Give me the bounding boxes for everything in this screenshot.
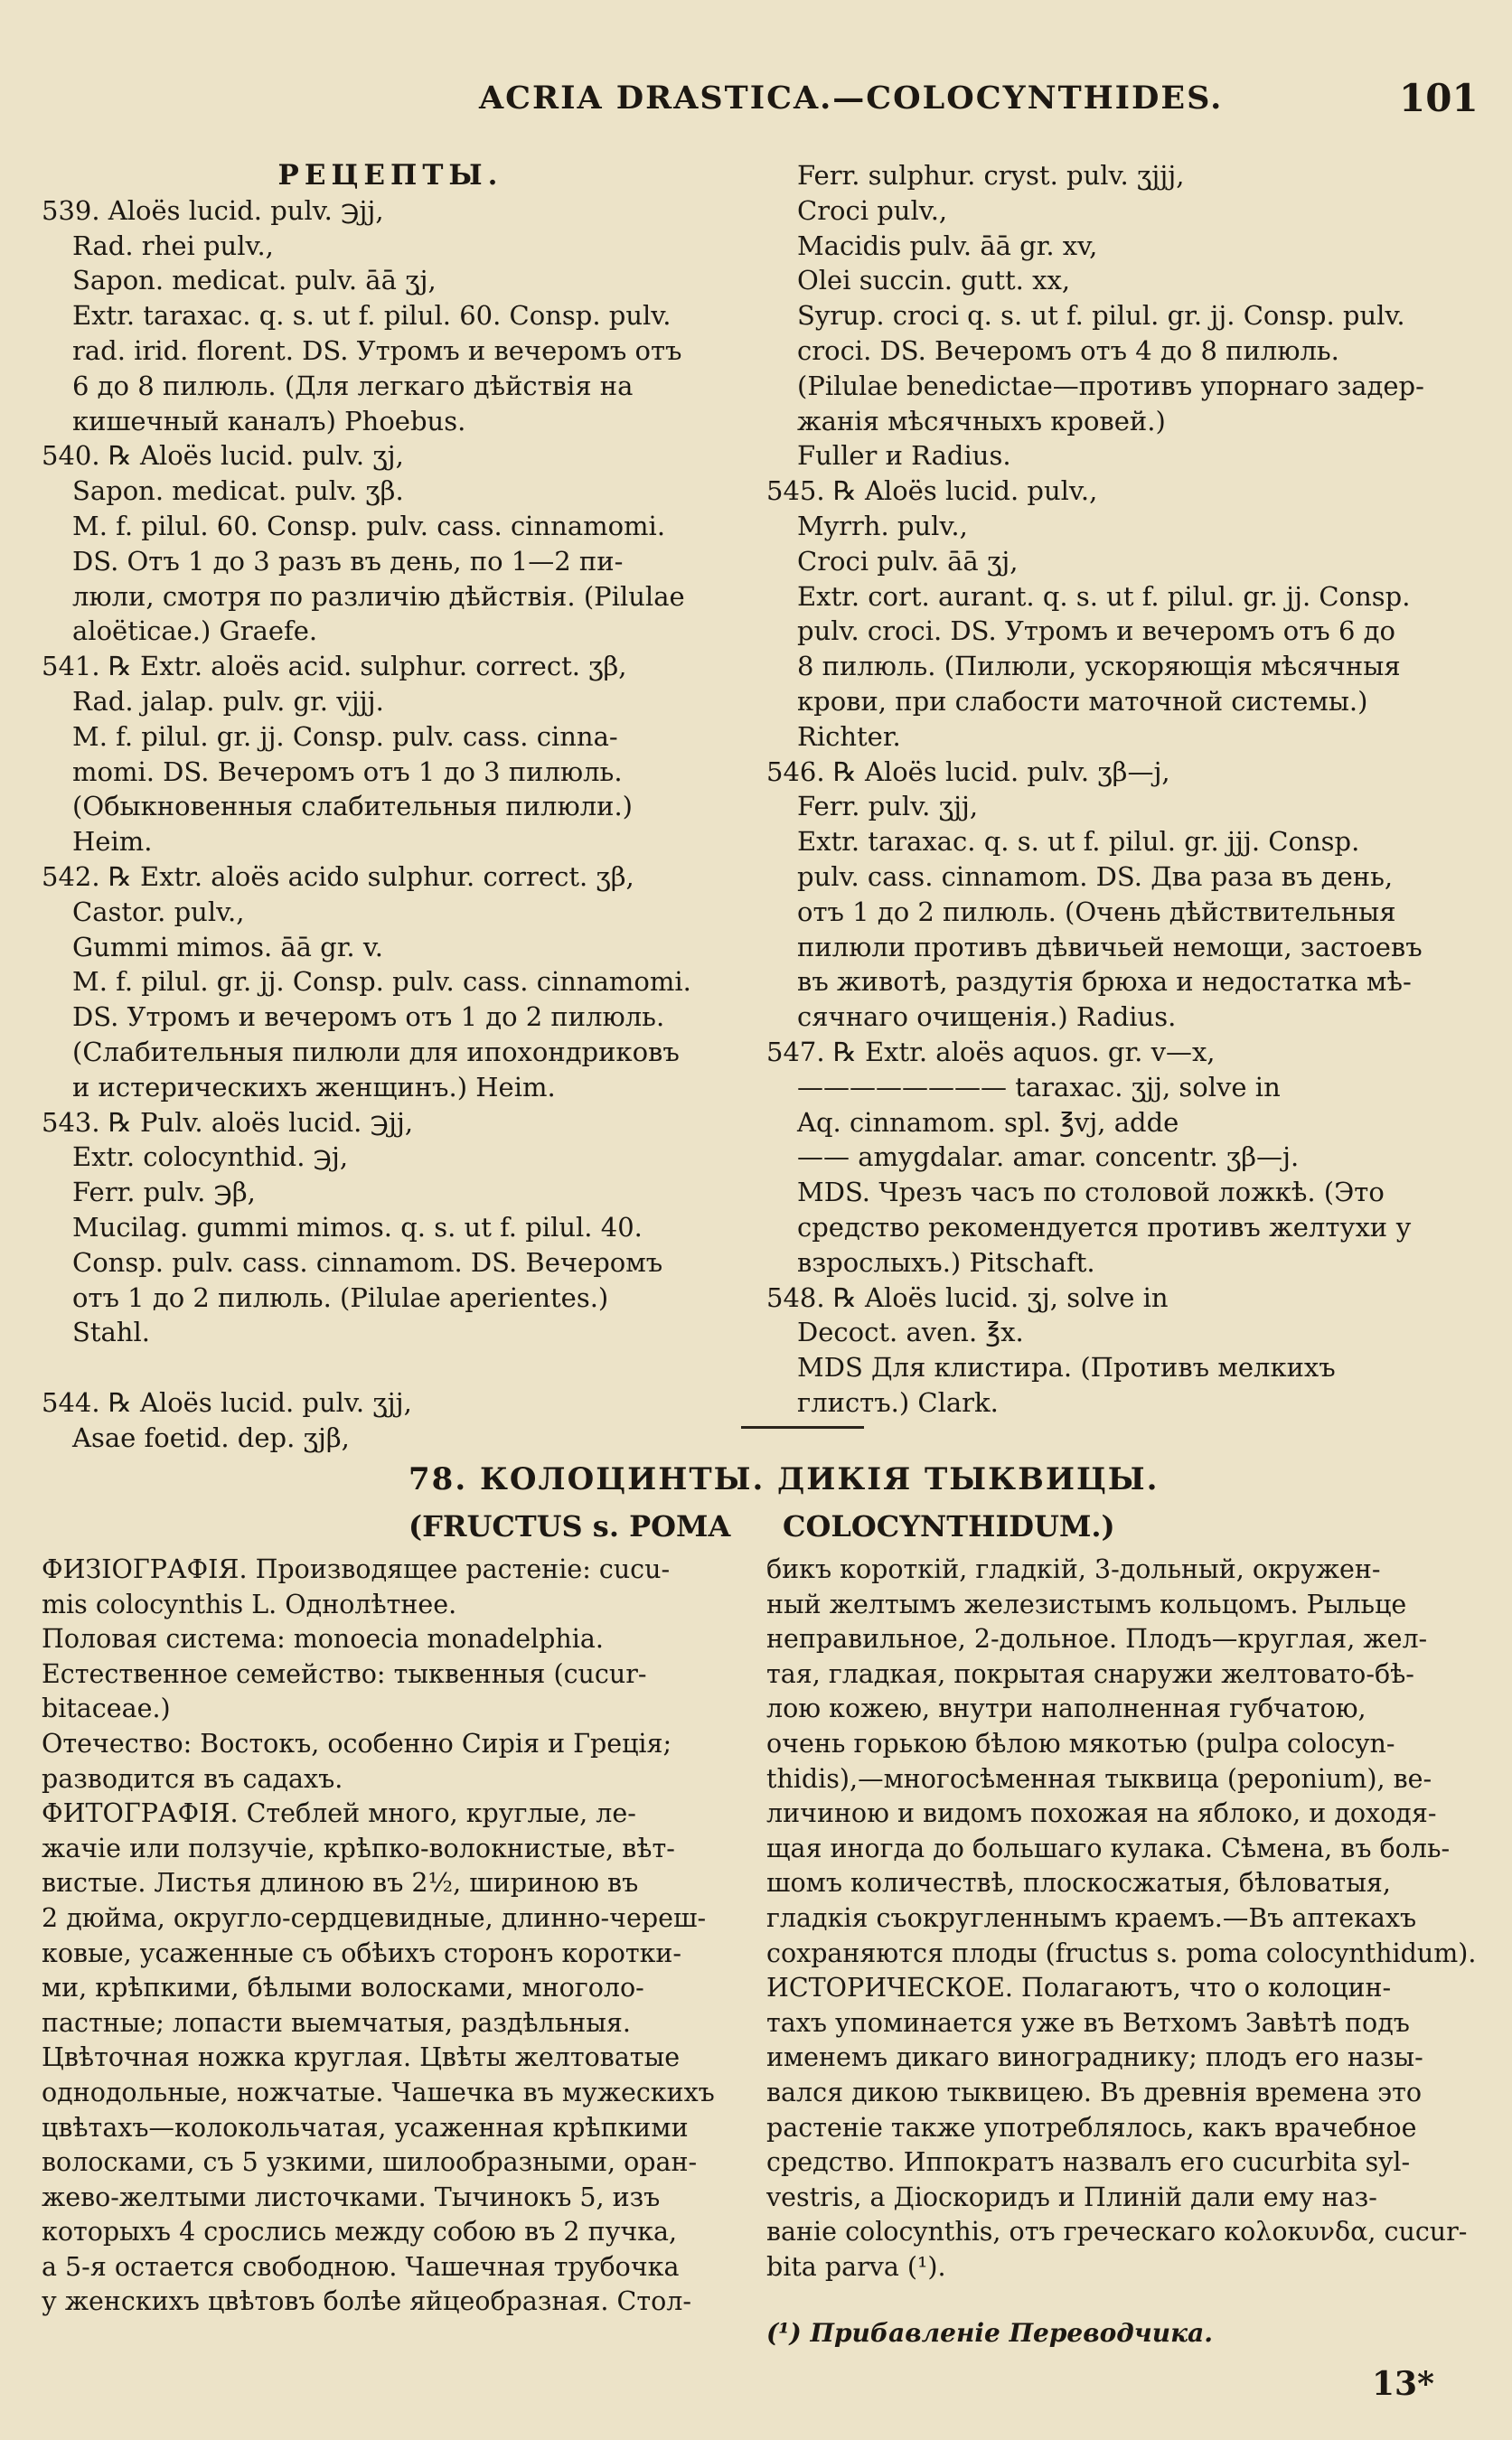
text-line: тахъ упоминается уже въ Ветхомъ Завѣтѣ подъ [766, 2007, 1410, 2038]
text-line: MDS. Чрезъ часъ по столовой ложкѣ. (Это [797, 1177, 1385, 1208]
text-line: DS. Отъ 1 до 3 разъ въ день, по 1—2 пи- [72, 545, 624, 577]
text-line: Цвѣточная ножка круглая. Цвѣты желтоватые [42, 2042, 681, 2073]
text-line: которыхъ 4 срослись между собою въ 2 пучка, [42, 2217, 678, 2248]
text-line: 547. ℞ Extr. aloës aquos. gr. v—x, [766, 1036, 1216, 1067]
text-line: ИСТОРИЧЕСКОЕ. Полагаютъ, что о колоцин- [766, 1973, 1392, 2004]
text-line: Castor. pulv., [72, 896, 245, 927]
text-line: 540. ℞ Aloës lucid. pulv. ʒj, [42, 440, 404, 472]
section-latin-right: COLOCYNTHIDUM.) [783, 1509, 1115, 1544]
text-line: именемъ дикаго винограднику; плодъ его назы- [766, 2042, 1423, 2073]
section-latin-left: (FRUCTUS s. POMA [409, 1509, 731, 1544]
text-line: pulv. cass. cinnamom. DS. Два раза въ день, [797, 860, 1394, 892]
text-line: Asae foetid. dep. ʒjβ, [72, 1422, 350, 1453]
text-line: жачіе или ползучіе, крѣпко-волокнистые, вѣт- [42, 1833, 675, 1863]
text-line: Половая система: monoecia monadelphia. [42, 1624, 604, 1655]
text-line: pulv. croci. DS. Утромъ и вечеромъ отъ 6 до [797, 615, 1395, 647]
text-line: M. f. pilul. gr. jj. Consp. pulv. cass. cinna- [72, 720, 618, 752]
section-heading-left: 78. КОЛОЦИНТЫ. [409, 1461, 765, 1497]
text-line: Stahl. [72, 1317, 150, 1348]
text-line: 543. ℞ Pulv. aloës lucid. ℈jj, [42, 1106, 414, 1138]
text-line: цвѣтахъ—колокольчатая, усаженная крѣпкими [42, 2112, 689, 2143]
text-line: (Обыкновенныя слабительныя пилюли.) [72, 791, 633, 822]
text-line: пилюли противъ дѣвичьей немощи, застоевъ [797, 931, 1423, 962]
text-line: вистые. Листья длиною въ 2½, шириною въ [42, 1868, 639, 1899]
text-line: M. f. pilul. gr. jj. Consp. pulv. cass. cinnamomi. [72, 966, 691, 998]
text-line: Consp. pulv. cass. cinnamom. DS. Вечеромъ [72, 1246, 663, 1278]
text-line: Gummi mimos. āā gr. v. [72, 931, 384, 962]
text-line: 544. ℞ Aloës lucid. pulv. ʒjj, [42, 1386, 412, 1418]
text-line: ковые, усаженные съ обѣихъ сторонъ коротки- [42, 1938, 682, 1968]
text-line: Extr. taraxac. q. s. ut f. pilul. 60. Consp. pulv. [72, 300, 671, 332]
text-line: ФИТОГРАФІЯ. Стеблей много, круглые, ле- [42, 1798, 636, 1829]
text-line: вался дикою тыквицею. Въ древнія времена это [766, 2077, 1423, 2107]
text-line: лою кожею, внутри наполненная губчатою, [766, 1694, 1366, 1724]
text-line: Ferr. sulphur. cryst. pulv. ʒjjj, [797, 160, 1185, 191]
text-line: гладкія съокругленнымъ краемъ.—Въ аптекахъ [766, 1902, 1417, 1933]
text-line: M. f. pilul. 60. Consp. pulv. cass. cinnamomi. [72, 510, 666, 541]
text-line: 545. ℞ Aloës lucid. pulv., [766, 475, 1098, 507]
description-left-column [42, 1553, 741, 2320]
text-line: разводится въ садахъ. [42, 1763, 343, 1794]
text-line: Croci pulv., [797, 194, 948, 226]
text-line: 8 пилюль. (Пилюли, ускоряющія мѣсячныя [797, 651, 1401, 682]
text-line: Macidis pulv. āā gr. xv, [797, 230, 1098, 261]
recipes-left-column [42, 158, 739, 1455]
text-line: Syrup. croci q. s. ut f. pilul. gr. jj. Consp. pulv. [797, 300, 1405, 332]
signature-mark: 13* [1372, 2365, 1434, 2403]
text-line: волосками, съ 5 узкими, шилообразными, оран- [42, 2147, 698, 2178]
recipes-left-lines [42, 193, 739, 1456]
text-line: Rad. jalap. pulv. gr. vjjj. [72, 685, 384, 717]
text-line: люли, смотря по различію дѣйствія. (Pilulae [72, 580, 685, 612]
text-line: Heim. [72, 826, 153, 858]
text-line: Естественное семейство: тыквенныя (cucur- [42, 1658, 647, 1689]
text-line: rad. irid. florent. DS. Утромъ и вечеромъ отъ [72, 334, 682, 366]
text-line: 546. ℞ Aloës lucid. pulv. ʒβ—j, [766, 755, 1170, 787]
text-line: Extr. taraxac. q. s. ut f. pilul. gr. jjj. Consp. [797, 826, 1360, 858]
section-divider [741, 1426, 864, 1429]
text-line: крови, при слабости маточной системы.) [797, 685, 1368, 717]
text-line: bitaceae.) [42, 1694, 171, 1724]
text-line: сохраняются плоды (fructus s. poma colocynthidum). [766, 1938, 1477, 1968]
text-line: Richter. [797, 720, 901, 752]
text-line: bita parva (¹). [766, 2251, 946, 2282]
text-line: Mucilag. gummi mimos. q. s. ut f. pilul. 40. [72, 1211, 643, 1243]
text-line: MDS Для клистира. (Противъ мелкихъ [797, 1352, 1336, 1384]
text-line: ми, крѣпкими, бѣлыми волосками, многоло- [42, 1973, 644, 2004]
section-heading-right: ДИКІЯ ТЫКВИЦЫ. [777, 1461, 1160, 1497]
text-line: глистъ.) Clark. [797, 1386, 999, 1418]
text-line: кишечный каналъ) Phoebus. [72, 405, 466, 436]
text-line: отъ 1 до 2 пилюль. (Pilulae aperientes.) [72, 1281, 609, 1313]
text-line: жево-желтыми листочками. Тычинокъ 5, изъ [42, 2182, 661, 2212]
text-line: бикъ короткій, гладкій, 3-дольный, окружен- [766, 1554, 1381, 1584]
text-line: Fuller и Radius. [797, 440, 1011, 472]
text-line: въ животѣ, раздутія брюха и недостатка мѣ- [797, 966, 1412, 998]
text-line: thidis),—многосѣменная тыквица (peponium), ве- [766, 1763, 1432, 1794]
text-line: личиною и видомъ похожая на яблоко, и доходя- [766, 1798, 1437, 1829]
text-line: Sapon. medicat. pulv. ʒβ. [72, 475, 404, 507]
text-line: и истерическихъ женщинъ.) Heim. [72, 1071, 556, 1103]
text-line: ———————— taraxac. ʒjj, solve in [797, 1071, 1281, 1103]
text-line: сячнаго очищенія.) Radius. [797, 1001, 1177, 1033]
description-right-column [766, 1553, 1489, 2285]
text-line: (Pilulae benedictae—противъ упорнаго задер- [797, 370, 1424, 401]
text-line: Rad. rhei pulv., [72, 230, 274, 261]
text-line: ваніе colocynthis, отъ греческаго κολοκυνδα, cucur- [766, 2217, 1468, 2248]
text-line: средство рекомендуется противъ желтухи у [797, 1211, 1412, 1243]
text-line: Olei succin. gutt. xx, [797, 265, 1071, 296]
recipes-title: РЕЦЕПТЫ. [277, 159, 503, 192]
text-line: aloëticae.) Graefe. [72, 615, 318, 647]
text-line: неправильное, 2-дольное. Плодъ—круглая, жел- [766, 1624, 1428, 1655]
text-line: взрослыхъ.) Pitschaft. [797, 1246, 1095, 1278]
text-line [42, 1350, 739, 1385]
text-line: Aq. cinnamom. spl. ℥vj, adde [797, 1106, 1179, 1138]
text-line: Ferr. pulv. ʒjj, [797, 791, 979, 822]
text-line: Myrrh. pulv., [797, 510, 968, 541]
text-line: растеніе также употреблялось, какъ врачебное [766, 2112, 1417, 2143]
text-line: Extr. colocynthid. ℈j, [72, 1141, 349, 1173]
footnote: (¹) Прибавленіе Переводчика. [766, 2318, 1213, 2348]
text-line: croci. DS. Вечеромъ отъ 4 до 8 пилюль. [797, 334, 1339, 366]
text-line: 539. Aloës lucid. pulv. ℈jj, [42, 194, 384, 226]
text-line: очень горькою бѣлою мякотью (pulpa colocyn- [766, 1728, 1395, 1759]
text-line: (Слабительныя пилюли для ипохондриковъ [72, 1036, 680, 1067]
text-line: а 5-я остается свободною. Чашечная трубочка [42, 2251, 680, 2282]
text-line: vestris, а Діоскоридъ и Плиній дали ему наз- [766, 2182, 1377, 2212]
text-line: —— amygdalar. amar. concentr. ʒβ—j. [797, 1141, 1300, 1173]
text-line: 542. ℞ Extr. aloës acido sulphur. correct. ʒβ, [42, 860, 634, 892]
running-title: ACRIA DRASTICA.—COLOCYNTHIDES. [479, 80, 1224, 117]
text-line: жанія мѣсячныхъ кровей.) [797, 405, 1166, 436]
text-line: Croci pulv. āā ʒj, [797, 545, 1019, 577]
text-line: Decoct. aven. ℥x. [797, 1317, 1024, 1348]
text-line: средство. Иппократъ назвалъ его cucurbita syl- [766, 2147, 1411, 2178]
text-line: DS. Утромъ и вечеромъ отъ 1 до 2 пилюль. [72, 1001, 665, 1033]
text-line: 2 дюйма, округло-сердцевидные, длинно-череш- [42, 1902, 707, 1933]
text-line: ный желтымъ железистымъ кольцомъ. Рыльце [766, 1589, 1407, 1619]
text-line: щая иногда до большаго кулака. Сѣмена, въ боль- [766, 1833, 1451, 1863]
text-line: Sapon. medicat. pulv. āā ʒj, [72, 265, 437, 296]
text-line: Extr. cort. aurant. q. s. ut f. pilul. gr. jj. Consp. [797, 580, 1411, 612]
text-line: шомъ количествѣ, плоскосжатыя, бѣловатыя, [766, 1868, 1391, 1899]
text-line: тая, гладкая, покрытая снаружи желтовато-бѣ- [766, 1658, 1414, 1689]
text-line: momi. DS. Вечеромъ отъ 1 до 3 пилюль. [72, 755, 623, 787]
text-line: mis colocynthis L. Однолѣтнее. [42, 1589, 457, 1619]
text-line: Ferr. pulv. ℈β, [72, 1177, 256, 1208]
text-line: 541. ℞ Extr. aloës acid. sulphur. correct. ʒβ, [42, 651, 627, 682]
text-line: Отечество: Востокъ, особенно Сирія и Греція; [42, 1728, 672, 1759]
page-number: 101 [1399, 76, 1479, 120]
text-line: однодольные, ножчатые. Чашечка въ мужескихъ [42, 2077, 715, 2107]
text-line: 6 до 8 пилюль. (Для легкаго дѣйствія на [72, 370, 634, 401]
text-line: пастные; лопасти выемчатыя, раздѣльныя. [42, 2007, 631, 2038]
text-line: ФИЗІОГРАФІЯ. Производящее растеніе: cucu- [42, 1554, 671, 1584]
text-line: отъ 1 до 2 пилюль. (Очень дѣйствительныя [797, 896, 1396, 927]
text-line: 548. ℞ Aloës lucid. ʒj, solve in [766, 1281, 1169, 1313]
recipes-right-column [766, 158, 1488, 1421]
text-line: у женскихъ цвѣтовъ болѣе яйцеобразная. Стол- [42, 2286, 692, 2317]
